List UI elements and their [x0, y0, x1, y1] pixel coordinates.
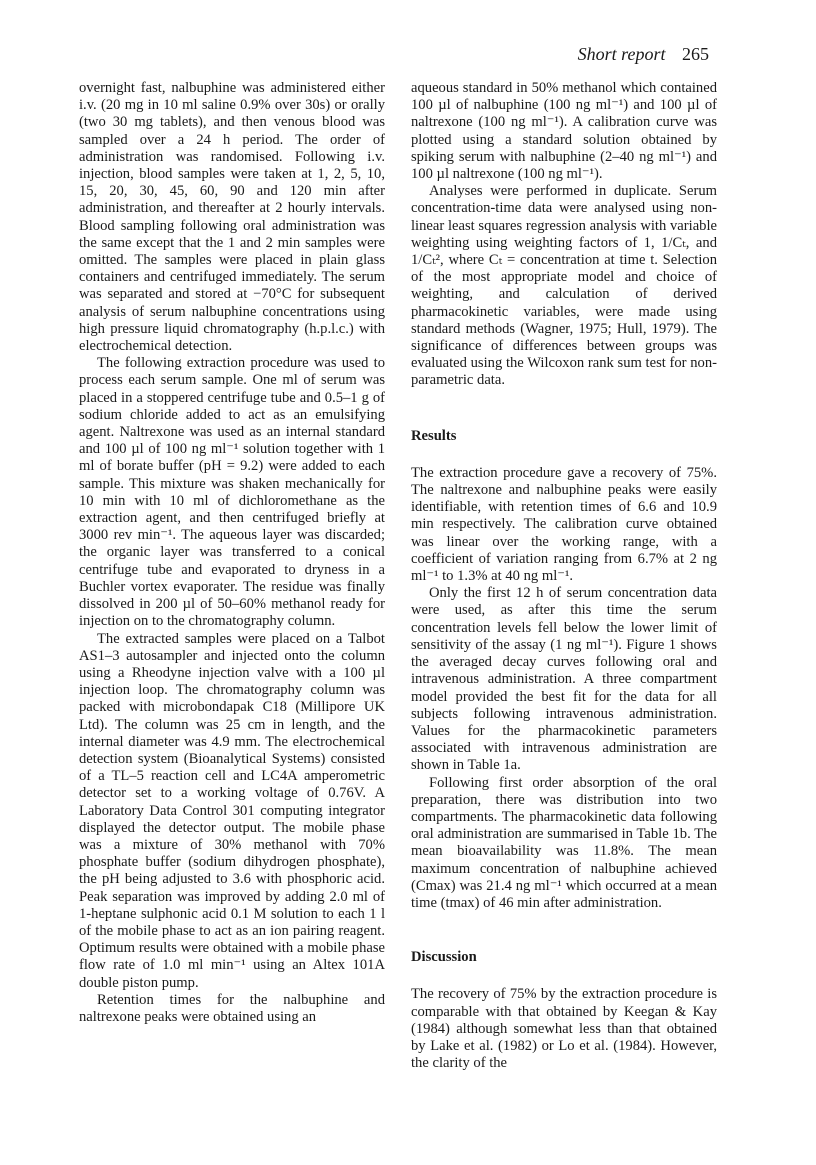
- body-paragraph: Retention times for the nalbuphine and naltrexone peaks were obtained using an: [79, 991, 385, 1025]
- body-paragraph: The following extraction procedure was used to process each serum sample. One ml of serum was placed in a stoppered centrifuge tube and 0.5–1 g of sodium chloride added to act as an emulsifying agent. Naltrexone was used as an internal standard and 100 µl of 100 ng ml⁻¹ solution together with 1 ml of borate buffer (pH = 9.2) were added to each sample. This mixture was shaken mechanically for 10 min with 10 ml of dichloromethane as the extraction agent, and then centrifuged briefly at 3000 rev min⁻¹. The aqueous layer was discarded; the organic layer was transferred to a conical centrifuge tube and evaporated to dryness in a Buchler vortex evaporater. The residue was finally dissolved in 200 µl of 50–60% methanol ready for injection on to the chromatography column.: [79, 355, 385, 630]
- page-number: 265: [682, 44, 709, 64]
- body-paragraph: The recovery of 75% by the extraction procedure is comparable with that obtained by Keegan & Kay (1984) although somewhat less than that obtained by Lake et al. (1982) or Lo et al. (1984). However, the clarity of the: [411, 986, 717, 1072]
- body-paragraph: Following first order absorption of the oral preparation, there was distribution into two compartments. The pharmacokinetic data following oral administration are summarised in Table 1b. The mean bioavailability was 11.8%. The mean maximum concentration of nalbuphine achieved (Cmax) was 21.4 ng ml⁻¹ which occurred at a mean time (tmax) of 46 min after administration.: [411, 774, 717, 911]
- left-column: [79, 80, 385, 1026]
- section-heading-results: Results: [411, 427, 457, 444]
- body-paragraph: The extraction procedure gave a recovery of 75%. The naltrexone and nalbuphine peaks were easily identifiable, with retention times of 6.6 and 10.9 min respectively. The calibration curve obtained was linear over the working range, with a coefficient of variation ranging from 6.7% at 2 ng ml⁻¹ to 1.3% at 40 ng ml⁻¹.: [411, 464, 717, 585]
- running-title: Short report: [577, 44, 666, 64]
- right-column: [411, 80, 717, 1072]
- body-paragraph: overnight fast, nalbuphine was administered either i.v. (20 mg in 10 ml saline 0.9% over 30s) or orally (two 30 mg tablets), and then venous blood was sampled over a 24 h period. The order of administration was randomised. Following i.v. injection, blood samples were taken at 1, 2, 5, 10, 15, 20, 30, 45, 60, 90 and 120 min after administration, and thereafter at 2 hourly intervals. Blood sampling following oral administration was the same except that the 1 and 2 min samples were omitted. The samples were placed in plain glass containers and centrifuged immediately. The serum was separated and stored at −70°C for subsequent analysis of serum nalbuphine concentrations using high pressure liquid chromatography (h.p.l.c.) with electrochemical detection.: [79, 80, 385, 355]
- body-paragraph: Only the first 12 h of serum concentration data were used, as after this time the serum concentration levels fell below the lower limit of sensitivity of the assay (1 ng ml⁻¹). Figure 1 shows the averaged decay curves following oral and intravenous administration. A three compartment model provided the best fit for the data for all subjects following intravenous administration. Values for the pharmacokinetic parameters associated with intravenous administration are shown in Table 1a.: [411, 585, 717, 774]
- body-paragraph: The extracted samples were placed on a Talbot AS1–3 autosampler and injected onto the column using a Rheodyne injection valve with a 100 µl injection loop. The chromatography column was packed with microbondapak C18 (Millipore UK Ltd). The column was 25 cm in length, and the internal diameter was 4.9 mm. The electrochemical detection system (Bioanalytical Systems) consisted of a TL–5 reaction cell and LC4A amperometric detector set to a working voltage of 0.76V. A Laboratory Data Control 301 computing integrator displayed the detector output. The mobile phase was a mixture of 30% methanol with 70% phosphate buffer (sodium dihydrogen phosphate), the pH being adjusted to 3.6 with phosphoric acid. Peak separation was improved by adding 2.0 ml of 1-heptane sulphonic acid 0.1 M solution to each 1 l of the mobile phase to act as an ion pairing reagent. Optimum results were obtained with a mobile phase flow rate of 1.0 ml min⁻¹ using an Altex 101A double piston pump.: [79, 630, 385, 991]
- body-paragraph: aqueous standard in 50% methanol which contained 100 µl of nalbuphine (100 ng ml⁻¹) and 100 µl of naltrexone (100 ng ml⁻¹). A calibration curve was plotted using a standard solution obtained by spiking serum with nalbuphine (2–40 ng ml⁻¹) and 100 µl naltrexone (100 ng ml⁻¹).: [411, 80, 717, 183]
- running-header: [578, 44, 709, 65]
- body-paragraph: Analyses were performed in duplicate. Serum concentration-time data were analysed using non-linear least squares regression analysis with variable weighting using weighting factors of 1, 1/Cₜ, and 1/Cₜ², where Cₜ = concentration at time t. Selection of the most appropriate model and choice of weighting, and calculation of derived pharmacokinetic variables, were made using standard methods (Wagner, 1975; Hull, 1979). The significance of differences between groups was evaluated using the Wilcoxon rank sum test for non-parametric data.: [411, 183, 717, 389]
- section-heading-discussion: Discussion: [411, 949, 477, 966]
